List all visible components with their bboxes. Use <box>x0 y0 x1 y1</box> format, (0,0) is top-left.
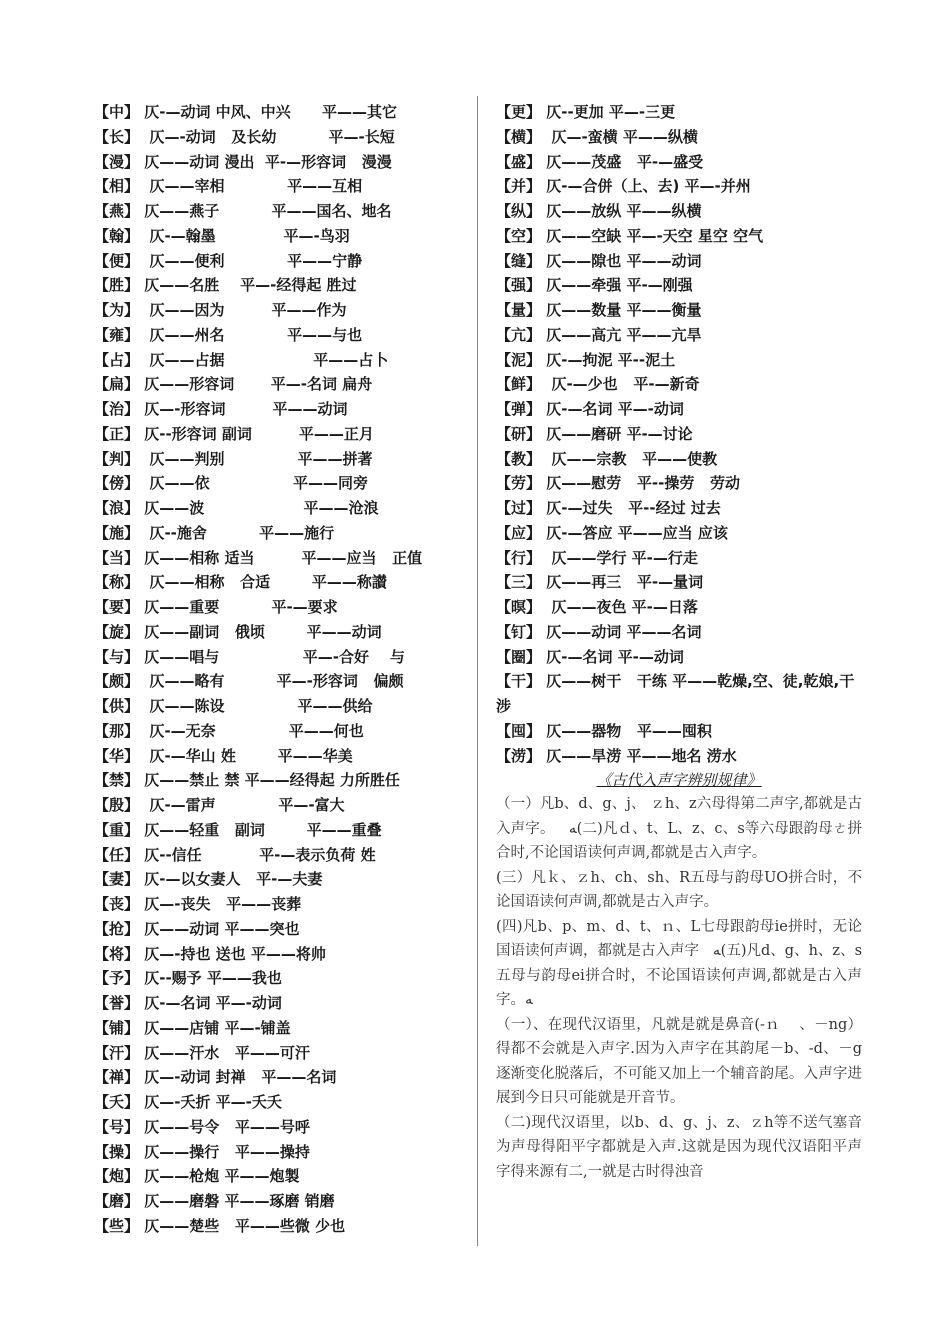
entry-line: 【治】 仄—-形容词 平——动词 <box>94 400 348 418</box>
entry-line: 【研】 仄——磨研 平-—讨论 <box>496 424 693 443</box>
left-column <box>94 100 468 1239</box>
entry-line: 【教】 仄——宗教 平——使教 <box>496 449 718 468</box>
rule-paragraph: (四)凡b、p、m、d、t、ｎ、L七母跟韵母ie拼时，无论国语读何声调，都就是古入声字 ﻪ(五)凡d、g、h、z、s五母与韵母ei拼合时，不论国语读何声调,都就是古入声字。ﻪ <box>496 918 863 1009</box>
entry-line: 【将】 仄—-持也 送也 平——将帅 <box>94 944 326 963</box>
entry-line: 【占】 仄——占据 平——占卜 <box>94 350 389 369</box>
entry-line: 【涝】 仄——旱涝 平——地名 涝水 <box>496 746 737 765</box>
entry-line: 【任】 仄--信任 平-—表示负荷 姓 <box>94 845 376 864</box>
entry-line: 【钉】 仄——动词 平——名词 <box>496 622 702 641</box>
entry-line: 【供】 仄——陈设 平——供给 <box>94 697 373 715</box>
entry-line: 【正】 仄--形容词 副词 平——正月 <box>94 424 374 443</box>
entry-line: 【禅】 仄—-动词 封禅 平——名词 <box>94 1068 337 1087</box>
entry-line: 【那】 仄-—无奈 平——何也 <box>94 721 364 740</box>
entry-line: 【些】 仄——楚些 平——些微 少也 <box>94 1216 346 1235</box>
entry-line: 【傍】 仄——依 平——同旁 <box>94 474 368 493</box>
entry-line: 【燕】 仄——燕子 平——国名、地名 <box>94 202 392 220</box>
entry-line: 【华】 仄-—华山 姓 平——华美 <box>94 746 353 765</box>
entry-line: 【圈】 仄-—名词 平-—动词 <box>496 647 684 666</box>
entry-line: 【更】 仄--更加 平—-三更 <box>496 103 676 121</box>
entry-line: 【纵】 仄——放纵 平——纵横 <box>496 202 702 220</box>
entry-line: 【当】 仄——相称 适当 平——应当 正值 <box>94 548 423 567</box>
entry-line: 【弹】 仄-—名词 平—-动词 <box>496 400 684 418</box>
entry-line: 【翰】 仄-—翰墨 平—-鸟羽 <box>94 226 350 245</box>
right-column <box>496 100 862 1184</box>
entry-line: 【扁】 仄——形容词 平—-名词 扁舟 <box>94 375 373 394</box>
entry-line: 【禁】 仄——禁止 禁 平——经得起 力所胜任 <box>94 771 400 790</box>
entry-line: 【誉】 仄-—名词 平—-动词 <box>94 994 282 1012</box>
entry-line: 【过】 仄-—过失 平--经过 过去 <box>496 499 721 517</box>
entry-line: 【判】 仄——判别 平——拼著 <box>94 449 373 468</box>
entry-line: 【为】 仄——因为 平——作为 <box>94 301 347 319</box>
entry-line: 【缝】 仄——隙也 平——动词 <box>496 251 702 270</box>
entry-line: 【施】 仄--施舍 平——施行 <box>94 523 335 542</box>
entry-line: 【号】 仄——号令 平——号呼 <box>94 1117 310 1136</box>
entry-line: 【空】 仄——空缺 平—-天空 星空 空气 <box>496 226 764 245</box>
entry-line: 【炮】 仄——枪炮 平——炮製 <box>94 1167 300 1186</box>
entry-line: 【漫】 仄——动词 漫出 平-—形容词 漫漫 <box>94 152 392 171</box>
entry-line: 【中】 仄-—动词 中风、中兴 平——其它 <box>94 103 398 121</box>
entry-gan: 【干】 仄——树干 干练 平——乾燥,空、徒,乾娘,干涉 <box>496 672 855 715</box>
entry-line: 【浪】 仄——波 平——沧浪 <box>94 499 379 517</box>
right-entry-list <box>496 100 862 669</box>
entry-line: 【行】 仄——学行 平-—行走 <box>496 548 698 567</box>
entry-line: 【要】 仄——重要 平-—要求 <box>94 598 338 616</box>
entry-line: 【胜】 仄——名胜 平—-经得起 胜过 <box>94 276 357 295</box>
entry-line: 【便】 仄——便利 平——宁静 <box>94 251 363 270</box>
entry-line: 【盛】 仄——茂盛 平-—盛受 <box>496 152 704 171</box>
rule-paragraph: (三）凡ｋ、ｚh、ch、sh、R五母与韵母UO拼合时，不论国语读何声调,都就是古入声字。 <box>496 869 862 911</box>
entry-line: 【丧】 仄—-丧失 平——丧葬 <box>94 895 302 913</box>
entry-line: 【囤】 仄——器物 平——囤积 <box>496 721 712 740</box>
entry-line: 【抢】 仄——动词 平——突也 <box>94 919 300 938</box>
right-entry-list-2 <box>496 719 862 769</box>
entry-line: 【鲜】 仄-—少也 平-—新奇 <box>496 375 700 394</box>
entry-line: 【夭】 仄—-夭折 平—-夭夭 <box>94 1093 282 1111</box>
column-divider <box>477 96 478 1246</box>
rule-paragraph: （二)现代汉语里，以b、d、g、j、z、ｚh等不送气塞音为声母得阳平字都就是入声.这就是因为现代汉语阳平声字得来源有二,一就是古时得浊音 <box>496 1114 862 1180</box>
rules-text <box>496 792 862 1184</box>
entry-line: 【并】 仄-—合併（上、去) 平—-并州 <box>496 177 751 196</box>
entry-line: 【亢】 仄——高亢 平——亢旱 <box>496 325 702 344</box>
entry-line: 【暝】 仄——夜色 平-—日落 <box>496 598 698 616</box>
entry-line: 【称】 仄——相称 合适 平——称讃 <box>94 573 387 592</box>
entry-line: 【量】 仄——数量 平——衡量 <box>496 301 702 319</box>
section-title: 《古代入声字辨别规律》 <box>596 771 762 790</box>
entry-line: 【应】 仄-—答应 平——应当 应该 <box>496 523 728 542</box>
entry-line: 【妻】 仄-—以女妻人 平-—夫妻 <box>94 870 323 889</box>
rule-paragraph: （一）、在现代汉语里，凡就是就是鼻音(-ｎ 、－ng）得都不会就是入声字.因为入声字在其韵尾－b、-d、－g逐渐变化脱落后，不可能又加上一个辅音韵尾。入声字进展到今日只可能就是开音节。 <box>496 1016 862 1107</box>
entry-line: 【殷】 仄-—雷声 平—-富大 <box>94 796 345 814</box>
entry-line: 【泥】 仄-—拘泥 平--泥土 <box>496 350 676 369</box>
entry-line: 【劳】 仄——慰劳 平--操劳 劳动 <box>496 474 741 493</box>
entry-line: 【相】 仄——宰相 平——互相 <box>94 177 363 196</box>
entry-line: 【长】 仄—-动词 及长幼 平—-长短 <box>94 127 395 146</box>
entry-line: 【汗】 仄——汗水 平——可汗 <box>94 1043 310 1062</box>
entry-line: 【颇】 仄——略有 平—-形容词 偏颇 <box>94 672 404 691</box>
entry-line: 【强】 仄——牵强 平-—刚强 <box>496 276 693 295</box>
entry-line: 【铺】 仄——店铺 平—-铺盖 <box>94 1018 291 1037</box>
entry-line: 【予】 仄--赐予 平——我也 <box>94 969 282 988</box>
entry-line: 【磨】 仄——磨磐 平——琢磨 销磨 <box>94 1192 335 1210</box>
entry-line: 【三】 仄——再三 平-—量词 <box>496 573 704 592</box>
entry-line: 【雍】 仄——州名 平——与也 <box>94 325 363 344</box>
entry-line: 【与】 仄——唱与 平—-合好 与 <box>94 647 405 666</box>
entry-line: 【重】 仄——轻重 副词 平——重叠 <box>94 820 382 839</box>
entry-line: 【操】 仄——操行 平——操持 <box>94 1142 310 1161</box>
rule-paragraph: （一）凡b、d、g、j、 ｚh、z六母得第二声字,都就是古入声字。 ﻪ(二)凡ｄ、t、L、z、c、s等六母跟韵母ㄜ拼合时,不论国语读何声调,都就是古入声字。 <box>496 796 862 862</box>
entry-line: 【横】 仄—-蛮横 平——纵横 <box>496 127 698 146</box>
entry-line: 【旋】 仄——副词 俄顷 平——动词 <box>94 622 382 641</box>
